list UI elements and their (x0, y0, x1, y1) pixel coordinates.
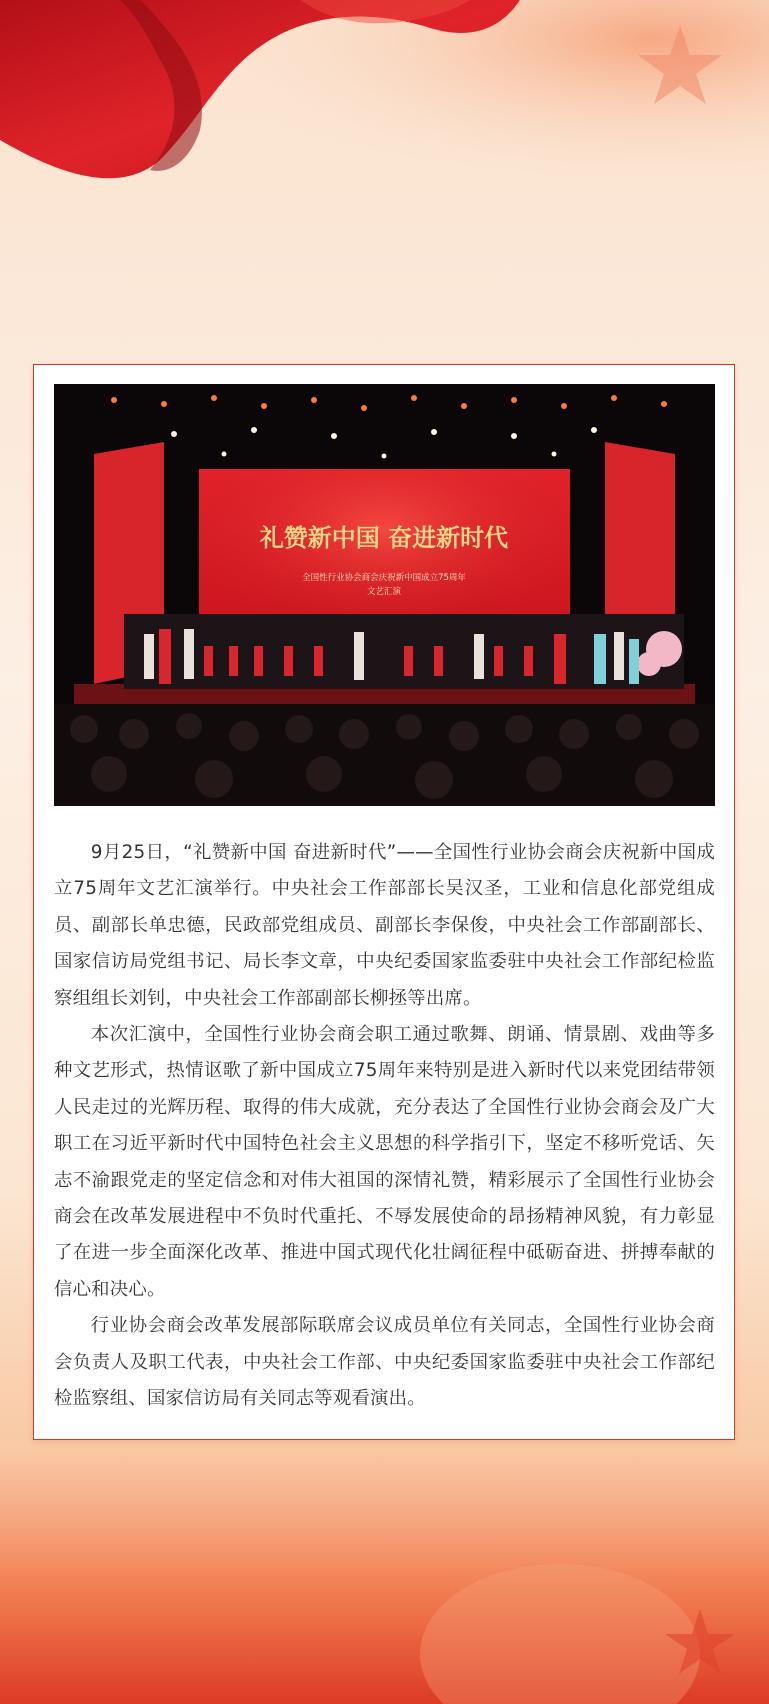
stage-photo (54, 384, 715, 806)
article-paragraph: 行业协会商会改革发展部际联席会议成员单位有关同志，全国性行业协会商会负责人及职工代表，中央社会工作部、中央纪委国家监委驻中央社会工作部纪检监察组、国家信访局有关同志等观看演出。 (54, 1315, 715, 1410)
article-paragraph: 9月25日，“礼赞新中国 奋进新时代”——全国性行业协会商会庆祝新中国成立75周年文艺汇演举行。中央社会工作部部长吴汉圣，工业和信息化部党组成员、副部长单忠德，民政部党组成员、副部长李保俊，中央社会工作部副部长、国家信访局党组书记、局长李文章，中央纪委国家监委驻中央社会工作部纪检监察组组长刘钊，中央社会工作部副部长柳拯等出席。 (54, 842, 715, 1009)
bottom-decoration (0, 1444, 769, 1704)
article-card (33, 364, 735, 1440)
backdrop-subtitle-2: 文艺汇演 (366, 587, 402, 597)
article-paragraph: 本次汇演中，全国性行业协会商会职工通过歌舞、朗诵、情景剧、戏曲等多种文艺形式，热情讴歌了新中国成立75周年来特别是进入新时代以来党团结带领人民走过的光辉历程、取得的伟大成就，充分表达了全国性行业协会商会及广大职工在习近平新时代中国特色社会主义思想的科学指引下，坚定不移听党话、矢志不渝跟党走的坚定信念和对伟大祖国的深情礼赞，精彩展示了全国性行业协会商会在改革发展进程中不负时代重托、不辱发展使命的昂扬精神风貌，有力彰显了在进一步全面深化改革、推进中国式现代化壮阔征程中砥砺奋进、拼搏奉献的信心和决心。 (54, 1024, 715, 1300)
backdrop-subtitle: 全国性行业协会商会庆祝新中国成立75周年 (302, 573, 466, 583)
performers (124, 614, 684, 689)
backdrop-title: 礼赞新中国 奋进新时代 (259, 523, 509, 552)
stage-photo-illustration (54, 384, 715, 806)
article-body (54, 835, 715, 1418)
red-flag-decoration (0, 0, 769, 260)
